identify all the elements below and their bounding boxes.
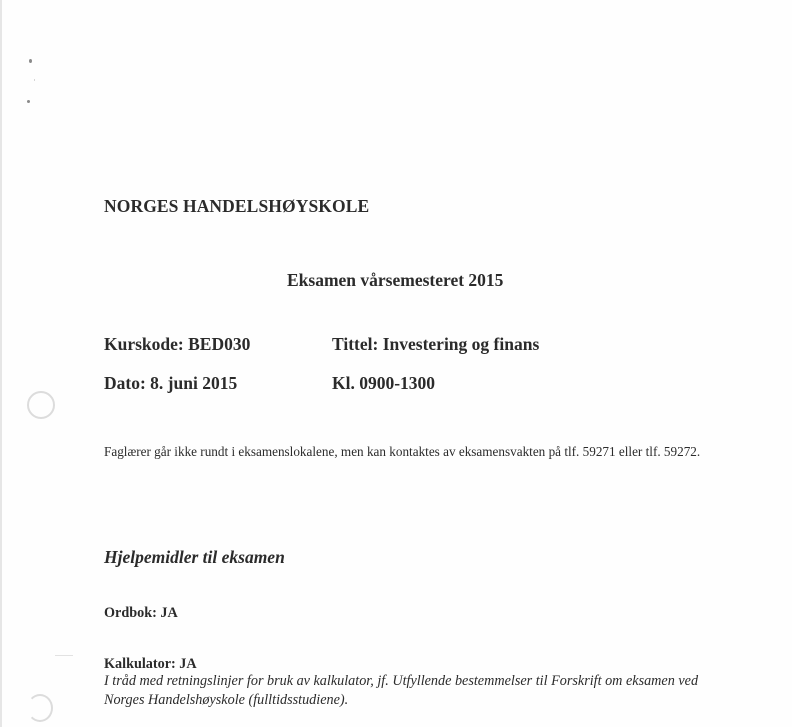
course-title: Tittel: Investering og finans bbox=[332, 334, 540, 354]
dictionary-allowed: Ordbok: JA bbox=[104, 605, 178, 621]
contact-note: Faglærer går ikke rundt i eksamenslokalene, men kan kontaktes av eksamensvakten på tlf. 59271 eller tlf. 59272. bbox=[104, 444, 701, 459]
scan-speck bbox=[29, 59, 32, 63]
aids-heading: Hjelpemidler til eksamen bbox=[104, 547, 285, 567]
punch-hole-icon bbox=[27, 694, 53, 722]
punch-hole-icon bbox=[27, 391, 55, 419]
exam-date: Dato: 8. juni 2015 bbox=[104, 373, 238, 393]
calculator-note: I tråd med retningslinjer for bruk av kalkulator, jf. Utfyllende bestemmelser til Forskrift om eksamen ved Norges Handelshøyskole (fulltidsstudiene). bbox=[104, 673, 699, 708]
scan-mark bbox=[55, 655, 73, 656]
institution-name: NORGES HANDELSHØYSKOLE bbox=[104, 196, 370, 216]
page-edge bbox=[0, 0, 2, 727]
course-code: Kurskode: BED030 bbox=[104, 334, 251, 354]
scan-speck bbox=[27, 100, 30, 103]
exam-title: Eksamen vårsemesteret 2015 bbox=[287, 270, 504, 290]
exam-time: Kl. 0900-1300 bbox=[332, 373, 436, 393]
calculator-allowed: Kalkulator: JA bbox=[104, 656, 197, 672]
scan-speck bbox=[34, 79, 35, 81]
